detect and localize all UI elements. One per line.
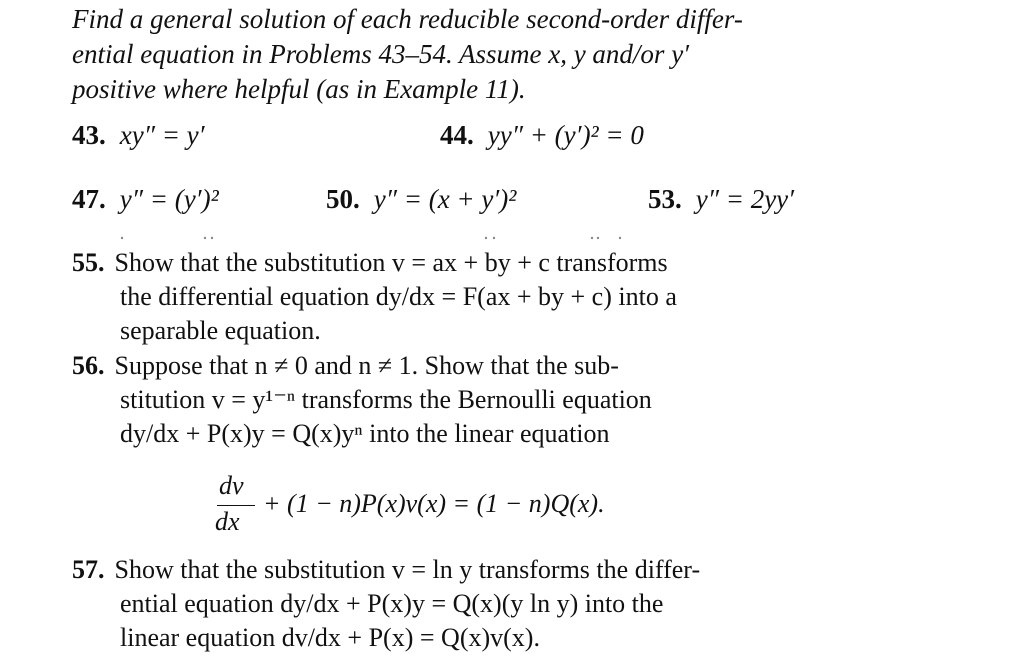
problem-number: 57. — [72, 555, 105, 584]
problem-set-instructions — [72, 2, 743, 107]
problem-number: 55. — [72, 248, 105, 277]
problem-equation: yy″ + (y′)² = 0 — [487, 120, 644, 150]
fraction-denominator: dx — [215, 507, 240, 536]
problem-number: 43. — [72, 120, 106, 150]
problem-50 — [326, 184, 516, 215]
problem-number: 47. — [72, 184, 106, 214]
problem-55-line-1: Show that the substitution v = ax + by + c transforms — [114, 248, 668, 277]
problem-57-line-1: Show that the substitution v = ln y transforms the differ- — [114, 555, 701, 584]
problem-56-line-2: stitution v = y¹⁻ⁿ transforms the Bernoulli equation — [120, 385, 652, 414]
problem-57-line-2: ential equation dy/dx + P(x)y = Q(x)(y ln y) into the — [120, 589, 664, 618]
problem-55-line-2: the differential equation dy/dx = F(ax + by + c) into a — [120, 282, 677, 311]
problem-number: 50. — [326, 184, 360, 214]
problem-43 — [72, 120, 205, 151]
problem-55-line-3: separable equation. — [120, 316, 321, 345]
instructions-line-1: Find a general solution of each reducible second-order differ- — [72, 4, 743, 34]
problem-equation: y″ = 2yy′ — [695, 184, 795, 214]
problem-55 — [72, 246, 677, 348]
problem-56 — [72, 349, 652, 451]
fraction-numerator: dv — [219, 471, 244, 500]
problem-57 — [72, 553, 700, 655]
problem-56-line-1: Suppose that n ≠ 0 and n ≠ 1. Show that the sub- — [114, 351, 619, 380]
problem-equation: xy″ = y′ — [119, 120, 205, 150]
problem-number: 56. — [72, 351, 105, 380]
problem-equation: y″ = (y′)² — [119, 184, 219, 214]
display-equation-rest: + (1 − n)P(x)v(x) = (1 − n)Q(x). — [263, 489, 605, 518]
instructions-line-2: ential equation in Problems 43–54. Assume x, y and/or y′ — [72, 39, 690, 69]
problem-number: 53. — [648, 184, 682, 214]
fraction-bar — [217, 505, 255, 506]
problem-47 — [72, 184, 219, 215]
problem-44 — [440, 120, 644, 151]
instructions-line-3: positive where helpful (as in Example 11). — [72, 74, 526, 104]
problem-56-line-3: dy/dx + P(x)y = Q(x)yⁿ into the linear equation — [120, 419, 610, 448]
problem-57-line-3: linear equation dv/dx + P(x) = Q(x)v(x). — [120, 623, 540, 652]
problem-53 — [648, 184, 794, 215]
problem-number: 44. — [440, 120, 474, 150]
problem-equation: y″ = (x + y′)² — [373, 184, 517, 214]
